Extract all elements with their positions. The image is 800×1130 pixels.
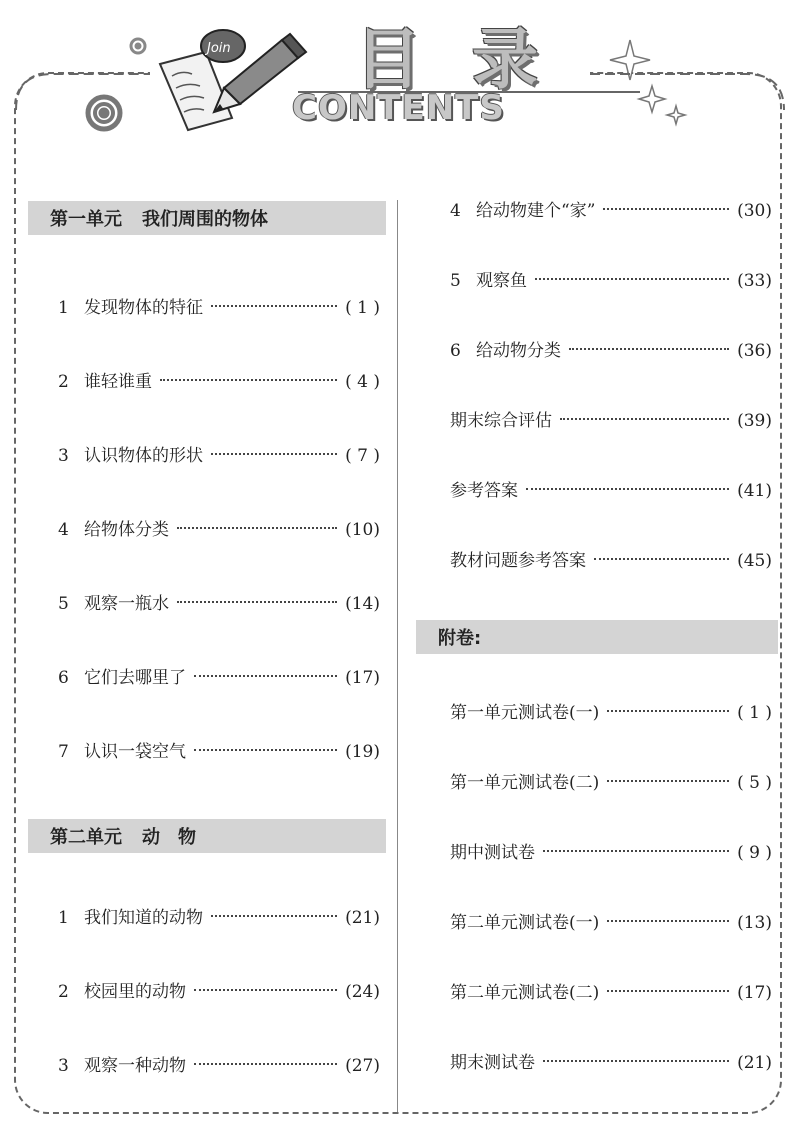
entry-title: 教材问题参考答案 bbox=[450, 551, 586, 571]
toc-entry[interactable] bbox=[28, 955, 386, 1029]
toc-entry[interactable] bbox=[28, 345, 386, 419]
dot-leader bbox=[543, 1060, 729, 1062]
toc-entry[interactable] bbox=[416, 888, 778, 958]
entry-title: 第二单元测试卷(一) bbox=[450, 913, 600, 933]
toc-right-column bbox=[416, 176, 778, 1098]
dot-leader bbox=[607, 920, 729, 922]
entry-number: 5 bbox=[450, 271, 461, 291]
toc-entry[interactable] bbox=[416, 176, 778, 246]
entry-title: 观察一瓶水 bbox=[84, 594, 169, 614]
dot-leader bbox=[526, 488, 729, 490]
toc-entry[interactable] bbox=[416, 1028, 778, 1098]
entry-page: (41) bbox=[737, 481, 772, 501]
dot-leader bbox=[607, 710, 729, 712]
toc-entry[interactable] bbox=[416, 678, 778, 748]
entry-title: 观察鱼 bbox=[476, 271, 527, 291]
entry-page: (19) bbox=[345, 742, 380, 762]
toc-entry[interactable] bbox=[28, 1029, 386, 1103]
toc-entry[interactable] bbox=[28, 419, 386, 493]
entry-number: 2 bbox=[58, 982, 69, 1002]
entry-title: 给动物建个“家” bbox=[476, 201, 596, 221]
dot-leader bbox=[603, 208, 729, 210]
entry-page: (36) bbox=[737, 341, 772, 361]
entry-number: 1 bbox=[58, 298, 69, 318]
dot-leader bbox=[607, 990, 729, 992]
toc-entry[interactable] bbox=[28, 881, 386, 955]
dot-leader bbox=[211, 453, 337, 455]
unit-2-number: 第二单元 bbox=[50, 827, 122, 848]
paper-icon bbox=[160, 52, 232, 130]
entry-page: ( 7 ) bbox=[345, 446, 380, 466]
dot-leader bbox=[177, 601, 337, 603]
entry-title: 参考答案 bbox=[450, 481, 518, 501]
toc-entry[interactable] bbox=[416, 526, 778, 596]
entry-page: (27) bbox=[345, 1056, 380, 1076]
dot-leader bbox=[194, 1063, 337, 1065]
unit-1-name: 我们周围的物体 bbox=[142, 209, 268, 230]
entry-page: (17) bbox=[737, 983, 772, 1003]
appendix-header bbox=[416, 620, 778, 654]
entry-page: (33) bbox=[737, 271, 772, 291]
entry-number: 2 bbox=[58, 372, 69, 392]
page-subtitle: CONTENTS bbox=[292, 88, 505, 128]
entry-title: 给物体分类 bbox=[84, 520, 169, 540]
join-badge-text: Join bbox=[207, 41, 231, 56]
dot-leader bbox=[211, 915, 337, 917]
dot-leader bbox=[211, 305, 337, 307]
column-divider bbox=[397, 200, 398, 1112]
entry-number: 5 bbox=[58, 594, 69, 614]
toc-entry[interactable] bbox=[28, 641, 386, 715]
dot-leader bbox=[560, 418, 729, 420]
entry-title: 期中测试卷 bbox=[450, 843, 535, 863]
entry-title: 谁轻谁重 bbox=[84, 372, 152, 392]
entry-number: 4 bbox=[58, 520, 69, 540]
toc-entry[interactable] bbox=[28, 493, 386, 567]
toc-entry[interactable] bbox=[28, 271, 386, 345]
entry-page: (14) bbox=[345, 594, 380, 614]
appendix-label: 附卷: bbox=[438, 628, 482, 649]
entry-title: 第一单元测试卷(二) bbox=[450, 773, 600, 793]
entry-title: 期末测试卷 bbox=[450, 1053, 535, 1073]
entry-title: 期末综合评估 bbox=[450, 411, 552, 431]
entry-title: 校园里的动物 bbox=[84, 982, 186, 1002]
toc-entry[interactable] bbox=[416, 386, 778, 456]
entry-number: 1 bbox=[58, 908, 69, 928]
toc-entry[interactable] bbox=[416, 958, 778, 1028]
entry-number: 6 bbox=[58, 668, 69, 688]
entry-title: 给动物分类 bbox=[476, 341, 561, 361]
dot-leader bbox=[177, 527, 337, 529]
entry-page: ( 5 ) bbox=[737, 773, 772, 793]
dot-leader bbox=[194, 989, 337, 991]
entry-title: 第一单元测试卷(一) bbox=[450, 703, 600, 723]
dot-leader bbox=[194, 675, 337, 677]
entry-title: 认识一袋空气 bbox=[84, 742, 186, 762]
entry-title: 它们去哪里了 bbox=[84, 668, 186, 688]
toc-entry[interactable] bbox=[28, 567, 386, 641]
toc-entry[interactable] bbox=[416, 748, 778, 818]
entry-page: ( 9 ) bbox=[737, 843, 772, 863]
spiral-icon bbox=[88, 97, 120, 129]
dot-leader bbox=[194, 749, 337, 751]
entry-page: (21) bbox=[345, 908, 380, 928]
entry-page: (39) bbox=[737, 411, 772, 431]
entry-page: ( 1 ) bbox=[737, 703, 772, 723]
toc-entry[interactable] bbox=[416, 246, 778, 316]
unit-2-name: 动 物 bbox=[142, 827, 196, 848]
entry-number: 7 bbox=[58, 742, 69, 762]
entry-number: 6 bbox=[450, 341, 461, 361]
entry-title: 我们知道的动物 bbox=[84, 908, 203, 928]
entry-number: 3 bbox=[58, 1056, 69, 1076]
entry-page: (45) bbox=[737, 551, 772, 571]
page-title: 目 录 bbox=[355, 21, 552, 98]
dot-leader bbox=[535, 278, 729, 280]
sparkle-icon bbox=[610, 40, 685, 124]
entry-page: (21) bbox=[737, 1053, 772, 1073]
dot-leader bbox=[569, 348, 729, 350]
unit-2-header bbox=[28, 819, 386, 853]
entry-page: (17) bbox=[345, 668, 380, 688]
dot-leader bbox=[160, 379, 337, 381]
dot-leader bbox=[594, 558, 729, 560]
toc-left-column bbox=[28, 201, 386, 1103]
toc-entry[interactable] bbox=[416, 818, 778, 888]
entry-page: (30) bbox=[737, 201, 772, 221]
toc-entry[interactable] bbox=[416, 316, 778, 386]
small-spiral-icon bbox=[131, 39, 145, 53]
toc-entry[interactable] bbox=[28, 715, 386, 789]
dot-leader bbox=[543, 850, 729, 852]
entry-number: 3 bbox=[58, 446, 69, 466]
dot-leader bbox=[607, 780, 729, 782]
entry-page: (10) bbox=[345, 520, 380, 540]
entry-number: 4 bbox=[450, 201, 461, 221]
entry-page: ( 1 ) bbox=[345, 298, 380, 318]
entry-title: 观察一种动物 bbox=[84, 1056, 186, 1076]
entry-title: 认识物体的形状 bbox=[84, 446, 203, 466]
toc-entry[interactable] bbox=[416, 456, 778, 526]
unit-1-header bbox=[28, 201, 386, 235]
unit-1-number: 第一单元 bbox=[50, 209, 122, 230]
entry-title: 第二单元测试卷(二) bbox=[450, 983, 600, 1003]
entry-page: ( 4 ) bbox=[345, 372, 380, 392]
entry-page: (24) bbox=[345, 982, 380, 1002]
entry-title: 发现物体的特征 bbox=[84, 298, 203, 318]
entry-page: (13) bbox=[737, 913, 772, 933]
